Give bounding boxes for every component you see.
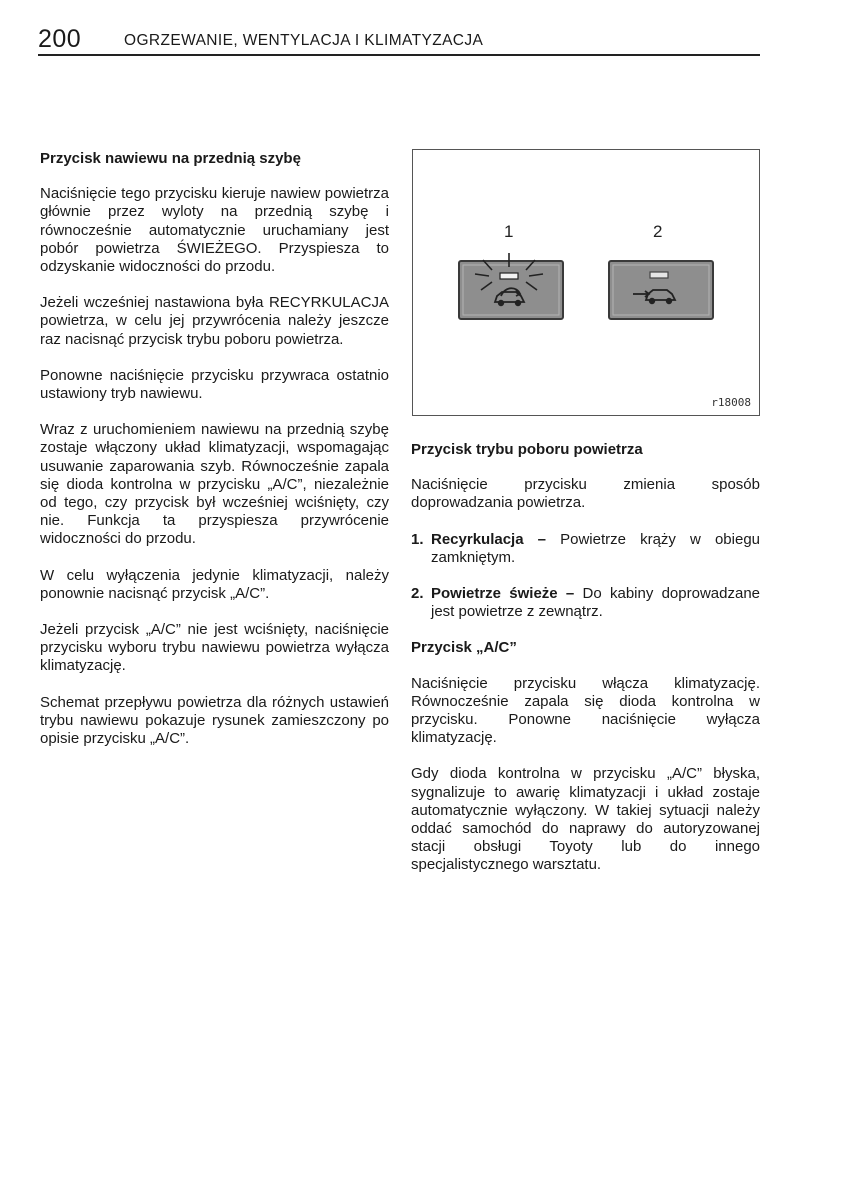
list-item bbox=[411, 531, 760, 567]
section-heading-intake: Przycisk trybu poboru powietrza bbox=[411, 441, 643, 458]
page-number: 200 bbox=[38, 25, 82, 53]
paragraph: Naciśnięcie przycisku zmienia sposób doprowadzania powietrza. bbox=[411, 476, 760, 512]
paragraph: Schemat przepływu powietrza dla różnych ustawień trybu nawiewu pokazuje rysunek zamieszczony po opisie przycisku „A/C”. bbox=[40, 693, 389, 748]
figure-code: r18008 bbox=[711, 396, 751, 409]
paragraph: Ponowne naciśnięcie przycisku przywraca ostatnio ustawiony tryb nawiewu. bbox=[40, 366, 389, 403]
section-heading-defroster: Przycisk nawiewu na przednią szybę bbox=[40, 150, 301, 167]
page-header bbox=[38, 26, 760, 56]
paragraph: W celu wyłączenia jedynie klimatyzacji, należy ponownie nacisnąć przycisk „A/C”. bbox=[40, 566, 389, 602]
indicator-led-on-icon bbox=[500, 273, 518, 279]
right-column bbox=[411, 441, 760, 893]
figure-label-1: 1 bbox=[504, 222, 514, 241]
paragraph: Naciśnięcie przycisku włącza klimatyzację. Równocześnie zapala się dioda kontrolna w przycisku. Ponowne naciśnięcie wyłącza klimatyzację. bbox=[411, 674, 760, 747]
paragraph: Naciśnięcie tego przycisku kieruje nawiew powietrza głównie przez wyloty na przednią szybę i równocześnie automatycznie uruchamiany jest pobór powietrza ŚWIEŻEGO. Przyspiesza to odzyskanie widoczności do przodu. bbox=[40, 185, 389, 276]
air-intake-buttons-figure bbox=[412, 149, 760, 416]
section-heading-ac: Przycisk „A/C” bbox=[411, 639, 517, 657]
paragraph: Wraz z uruchomieniem nawiewu na przednią szybę zostaje włączony układ klimatyzacji, wspomagając usuwanie zaparowania szyb. Równocześnie zapala się dioda kontrolna w przycisku „A/C”, niezależnie od tego, czy przycisk był wcześniej wciśnięty, czy nie. Funkcja ta przyspiesza przywrócenie widoczności do przodu. bbox=[40, 421, 389, 548]
left-column bbox=[40, 150, 389, 766]
list-text: Do kabiny doprowadzane jest powietrze z zewnątrz. bbox=[431, 585, 761, 621]
paragraph: Gdy dioda kontrolna w przycisku „A/C” błyska, sygnalizuje to awarię klimatyzacji i układ zostaje automatycznie wyłączony. W takiej sytuacji należy oddać samochód do naprawy do autoryzowanej stacji obsługi Toyoty lub do innego specjalistycznego warsztatu. bbox=[411, 765, 760, 874]
list-text: Powietrze krąży w obiegu zamkniętym. bbox=[431, 530, 761, 566]
list-term: Recyrkulacja – bbox=[431, 530, 561, 548]
list-number: 1. bbox=[411, 530, 424, 548]
list-number: 2. bbox=[411, 585, 424, 603]
list-item bbox=[411, 585, 760, 621]
figure-label-2: 2 bbox=[653, 222, 663, 241]
chapter-title: OGRZEWANIE, WENTYLACJA I KLIMATYZACJA bbox=[124, 32, 484, 49]
figure-illustration bbox=[413, 150, 759, 415]
indicator-led-off-icon bbox=[650, 272, 668, 278]
paragraph: Jeżeli wcześniej nastawiona była RECYRKULACJA powietrza, w celu jej przywrócenia należy jeszcze raz nacisnąć przycisk trybu poboru powietrza. bbox=[40, 294, 389, 348]
list-term: Powietrze świeże – bbox=[431, 585, 583, 603]
paragraph: Jeżeli przycisk „A/C” nie jest wciśnięty, naciśnięcie przycisku wyboru trybu nawiewu powietrza wyłącza klimatyzację. bbox=[40, 621, 389, 675]
recirculation-button bbox=[459, 261, 563, 319]
